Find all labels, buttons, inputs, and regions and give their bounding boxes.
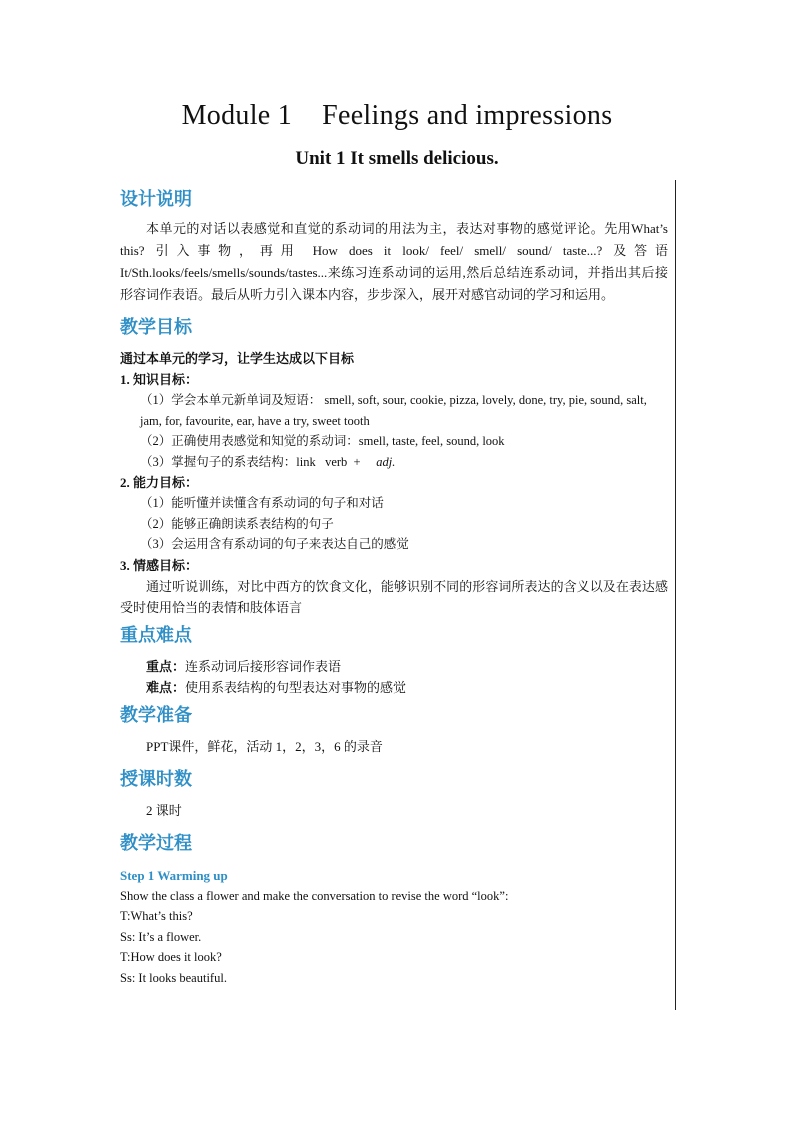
ability-goal-1: （1）能听懂并读懂含有系动词的句子和对话 [140, 496, 384, 510]
section-heading-prep: 教学准备 [120, 704, 192, 726]
section-heading-process: 教学过程 [120, 832, 192, 854]
knowledge-goal-2: （2）正确使用表感觉和知觉的系动词：smell, taste, feel, sound, look [140, 434, 505, 448]
process-line: T:What’s this? [120, 909, 193, 923]
knowledge-goal-3-adj: adj. [376, 454, 396, 469]
module-title [0, 100, 794, 132]
key-difficulty-label: 难点： [146, 679, 186, 695]
key-focus [120, 656, 668, 677]
ability-goal-3: （3）会运用含有系动词的句子来表达自己的感觉 [140, 537, 409, 551]
emotion-goal-title: 3. 情感目标： [120, 557, 199, 573]
margin-rule [675, 180, 676, 1010]
knowledge-goal-1: （1）学会本单元新单词及短语： smell, soft, sour, cookie, pizza, lovely, done, try, pie, sound, salt, jam, for, favourite, ear, have a try, sweet tooth [140, 393, 647, 428]
design-text: 本单元的对话以表感觉和直觉的系动词的用法为主，表达对事物的感觉评论。先用What’s this? 引入事物，再用 How does it look/ feel/ smell/ sound/ taste...? 及答语It/Sth.looks/feels/smells/sounds/tastes...来练习连系动词的运用,然后总结连系动词，并指出其后接形容词作表语。最后从听力引入课本内容，步步深入，展开对感官动词的学习和运用。 [120, 221, 668, 302]
ability-goal-2: （2）能够正确朗读系表结构的句子 [140, 516, 334, 531]
knowledge-goal-3-text: （3）掌握句子的系表结构：link verb + [140, 454, 377, 469]
knowledge-goal-title: 1. 知识目标： [120, 372, 199, 387]
section-heading-goals: 教学目标 [120, 317, 192, 338]
key-difficulty-text: 使用系表结构的句型表达对事物的感觉 [185, 679, 407, 695]
unit-title: Unit 1 It smells delicious. [295, 148, 499, 169]
section-heading-hours: 授课时数 [120, 768, 192, 790]
process-line: Ss: It looks beautiful. [120, 970, 227, 985]
emotion-goal-text: 通过听说训练，对比中西方的饮食文化，能够识别不同的形容词所表达的含义以及在表达感受时使用恰当的表情和肢体语言 [120, 578, 668, 615]
key-focus-label: 重点： [146, 658, 186, 674]
goals-intro: 通过本单元的学习，让学生达成以下目标 [120, 351, 355, 366]
section-heading-key: 重点难点 [120, 624, 192, 646]
key-focus-text: 连系动词后接形容词作表语 [185, 658, 342, 674]
step-1-heading: Step 1 Warming up [120, 867, 228, 883]
knowledge-goal-3 [120, 452, 668, 473]
hours-text: 2 课时 [146, 802, 182, 818]
section-heading-design: 设计说明 [120, 189, 192, 210]
prep-text: PPT课件，鲜花，活动 1，2，3，6 的录音 [146, 738, 383, 754]
key-difficulty [120, 677, 668, 698]
module-number: Module 1 [181, 100, 293, 131]
process-line: Ss: It’s a flower. [120, 929, 202, 944]
ability-goal-title: 2. 能力目标： [120, 475, 199, 490]
module-name: Feelings and impressions [322, 100, 613, 131]
content-body [120, 186, 668, 988]
process-line: Show the class a flower and make the conversation to revise the word “look”: [120, 888, 509, 903]
process-line: T:How does it look? [120, 950, 222, 964]
